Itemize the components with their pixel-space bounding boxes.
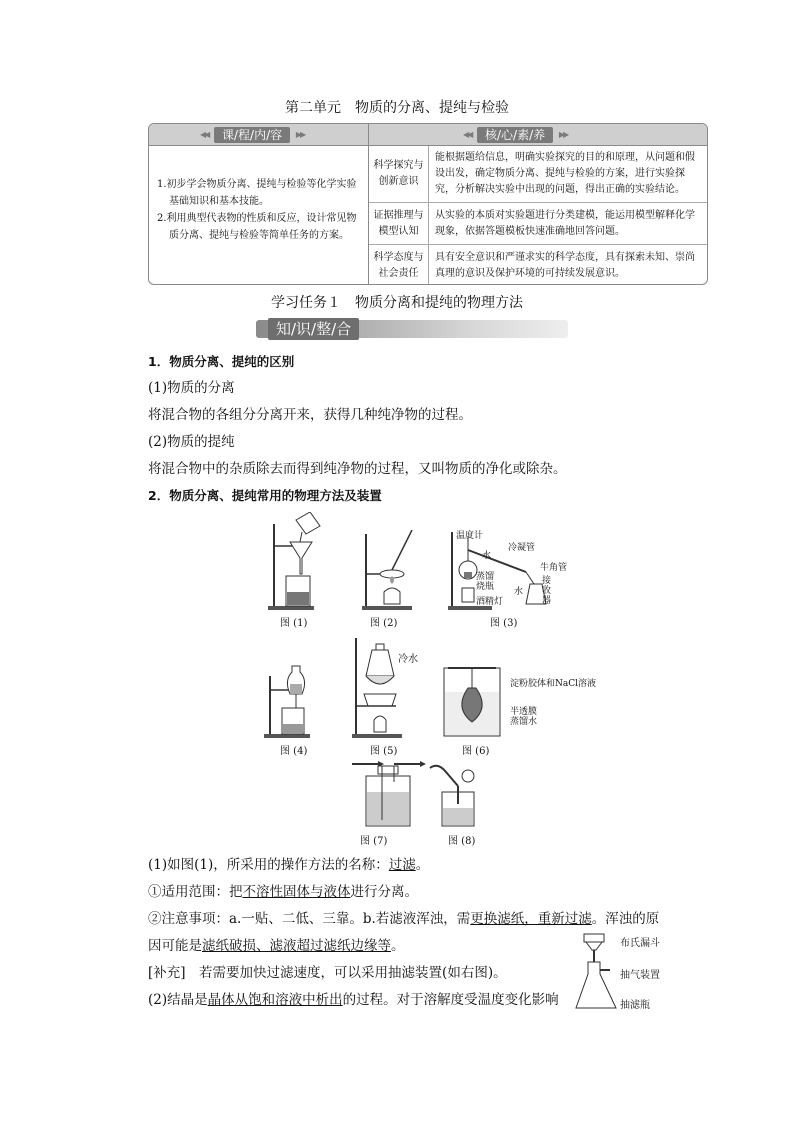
answer-scope: 不溶性固体与液体 (242, 884, 351, 900)
core-literacy-header: ◀◀ 核/心/素/养 ▶▶ (477, 127, 553, 143)
figure-caption: 图 (7) (360, 836, 388, 847)
distilled-water-label: 蒸馏水 (510, 717, 538, 727)
figure-caption: 图 (5) (370, 746, 398, 757)
water-in-label: 水 (514, 587, 524, 597)
literacy-text: 具有安全意识和严谨求实的科学态度，具有探索未知、崇尚真理的意识及保护环境的可持续发展意识。 (435, 251, 695, 279)
separatory-funnel-figure (262, 660, 314, 740)
sub1-text: 将混合物的各组分分离开来，获得几种纯净物的过程。 (148, 407, 472, 423)
buchner-funnel-label: 布氏漏斗 (620, 938, 660, 949)
figure-caption: 图 (4) (280, 746, 308, 757)
sub2-text: 将混合物中的杂质除去而得到纯净物的过程，又叫物质的净化或除杂。 (148, 461, 567, 477)
absorption-beaker-figure (428, 764, 480, 828)
pump-label: 抽气装置 (620, 970, 660, 981)
crystallization-text: (2)结晶是晶体从饱和溶液中析出的过程。对于溶解度受温度变化影响 (148, 992, 559, 1008)
literacy-label: 科学态度与社会责任 (369, 245, 429, 285)
table-header (149, 124, 708, 146)
filtration-reason: 因可能是滤纸破损、滤液超过滤纸边缘等。 (148, 938, 405, 954)
filtration-intro: (1)如图(1)，所采用的操作方法的名称：过滤。 (148, 857, 430, 873)
knowledge-banner (256, 320, 568, 338)
figure-caption: 图 (2) (370, 618, 398, 629)
condenser-label: 冷凝管 (508, 543, 536, 553)
figure-caption: 图 (3) (490, 618, 518, 629)
dialysis-apparatus-figure (438, 662, 508, 740)
answer-filtration: 过滤 (388, 857, 416, 873)
literacy-row (369, 202, 708, 244)
water-out-label: 水 (482, 551, 492, 561)
task-title: 学习任务１ 物质分离和提纯的物理方法 (271, 295, 523, 311)
literacy-label: 证据推理与模型认知 (369, 203, 429, 244)
literacy-text: 能根据题给信息，明确实验探究的目的和原理，从问题和假设出发，确定物质分离、提纯与检验的方案，进行实验探究，分析解决实验中出现的问题，得出正确的实验结论。 (435, 152, 695, 195)
colloid-label: 淀粉胶体和NaCl溶液 (510, 679, 597, 689)
adapter-label: 牛角管 (540, 563, 568, 573)
evaporation-apparatus-figure (358, 530, 418, 612)
content-item-1: 1.初步学会物质分离、提纯与检验等化学实验基础知识和基本技能。 (157, 179, 357, 207)
answer-crystallization: 晶体从饱和溶液中析出 (207, 992, 343, 1008)
literacy-label: 科学探究与创新意识 (369, 146, 429, 202)
literacy-row (369, 146, 708, 202)
filtration-apparatus-figure (262, 512, 322, 612)
figure-caption: 图 (1) (280, 618, 308, 629)
membrane-label: 半透膜 (510, 707, 538, 717)
cold-water-label: 冷水 (398, 654, 418, 665)
course-content-header: ◀◀ 课/程/内/容 ▶▶ (214, 127, 290, 143)
thermometer-label: 温度计 (456, 531, 484, 541)
filtration-notes: ②注意事项：a.一贴、二低、三靠。b.若滤液浑浊，需更换滤纸，重新过滤。浑浊的原 (148, 911, 660, 927)
literacy-text: 从实验的本质对实验题进行分类建模，能运用模型解释化学现象，依据答题模板快速准确地回答问题。 (435, 209, 695, 237)
banner-label: 知/识/整/合 (268, 318, 359, 340)
unit-title: 第二单元 物质的分离、提纯与检验 (285, 100, 509, 116)
supplement-note: [补充] 若需要加快过滤速度，可以采用抽滤装置(如右图)。 (148, 965, 507, 981)
content-item-2: 2.利用典型代表物的性质和反应，设计常见物质分离、提纯与检验等简单任务的方案。 (157, 213, 357, 241)
gas-washing-bottle-figure (348, 756, 428, 828)
section1-heading: 1．物质分离、提纯的区别 (148, 354, 295, 369)
literacy-row (369, 244, 708, 285)
lamp-label: 酒精灯 (476, 597, 504, 607)
answer-notes: 更换滤纸，重新过滤 (470, 911, 592, 927)
flask-label: 蒸馏烧瓶 (476, 572, 495, 592)
course-literacy-table (148, 123, 708, 285)
suction-flask-label: 抽滤瓶 (620, 1000, 650, 1011)
filtration-scope: ①适用范围：把不溶性固体与液体进行分离。 (148, 884, 418, 900)
sub1-title: (1)物质的分离 (148, 380, 235, 396)
course-content-cell (149, 146, 369, 285)
sub2-title: (2)物质的提纯 (148, 434, 235, 450)
suction-filtration-figure (574, 932, 618, 1012)
figure-caption: 图 (6) (462, 746, 490, 757)
figure-caption: 图 (8) (448, 836, 476, 847)
answer-reason: 滤纸破损、滤液超过滤纸边缘等 (202, 938, 391, 954)
section2-heading: 2．物质分离、提纯常用的物理方法及装置 (148, 488, 382, 503)
receiver-label: 接收器 (542, 576, 552, 606)
